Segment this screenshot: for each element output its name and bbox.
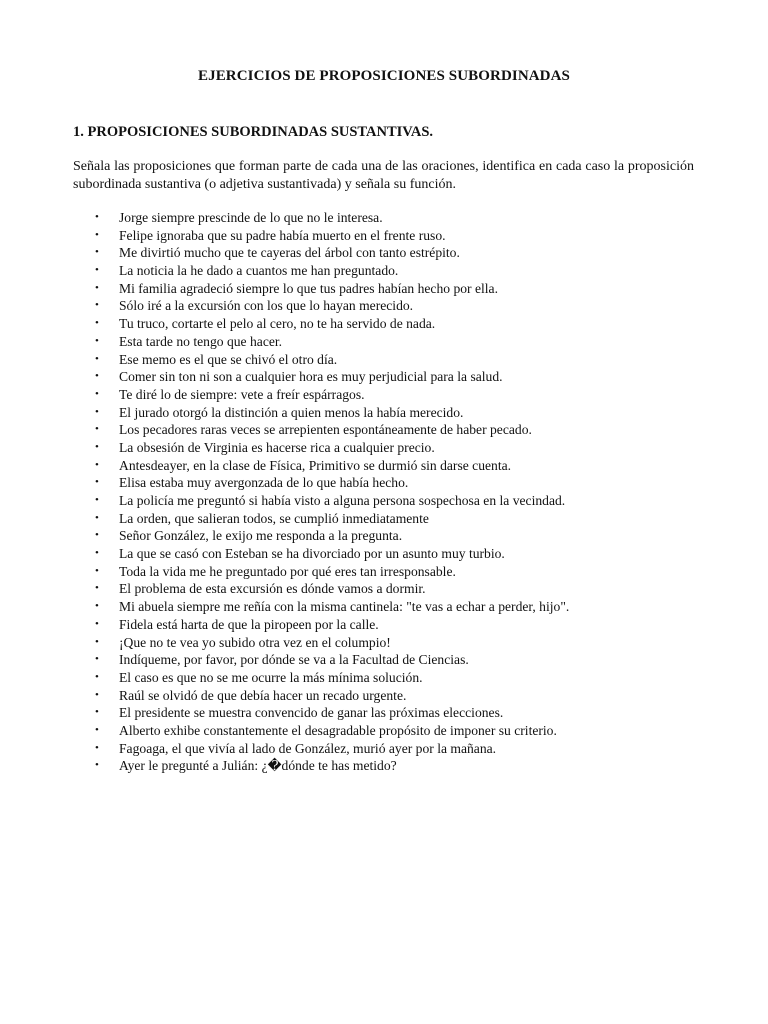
list-item [73,262,713,280]
list-item [73,757,713,775]
bullet-icon: • [95,653,99,666]
bullet-icon: • [95,476,99,489]
bullet-icon: • [95,458,99,471]
bullet-icon: • [95,635,99,648]
instructions-paragraph: Señala las proposiciones que forman parte de cada una de las oraciones, identifica en cada caso la proposición subordinada sustantiva (o adjetiva sustantivada) y señala su función. [73,159,694,192]
sentence-text: Señor González, le exijo me responda a la pregunta. [119,528,403,544]
sentence-text: El problema de esta excursión es dónde vamos a dormir. [119,581,426,597]
sentence-text: Fidela está harta de que la piropeen por la calle. [119,616,379,632]
sentence-text: Tu truco, cortarte el pelo al cero, no te ha servido de nada. [119,316,436,332]
bullet-icon: • [95,741,99,754]
bullet-icon: • [95,706,99,719]
list-item [73,209,713,227]
sentence-text: ¡Que no te vea yo subido otra vez en el columpio! [119,634,391,650]
bullet-icon: • [95,759,99,772]
sentence-text: El caso es que no se me ocurre la más mínima solución. [119,669,423,685]
list-item [73,439,713,457]
list-item [73,457,713,475]
list-item [73,244,713,262]
list-item [73,492,713,510]
sentence-text: La orden, que salieran todos, se cumplió inmediatamente [119,510,429,526]
bullet-icon: • [95,246,99,259]
list-item [73,563,713,581]
sentence-text: Me divirtió mucho que te cayeras del árbol con tanto estrépito. [119,245,460,261]
sentence-text: Elisa estaba muy avergonzada de lo que había hecho. [119,475,409,491]
sentence-text: Alberto exhibe constantemente el desagradable propósito de imponer su criterio. [119,722,557,738]
bullet-icon: • [95,564,99,577]
bullet-icon: • [95,370,99,383]
sentence-text: El presidente se muestra convencido de ganar las próximas elecciones. [119,705,504,721]
bullet-icon: • [95,352,99,365]
bullet-icon: • [95,440,99,453]
bullet-icon: • [95,334,99,347]
bullet-icon: • [95,617,99,630]
sentence-text: Fagoaga, el que vivía al lado de González, murió ayer por la mañana. [119,740,497,756]
list-item [73,580,713,598]
list-item [73,598,713,616]
sentence-text: Esta tarde no tengo que hacer. [119,333,283,349]
list-item [73,545,713,563]
sentence-text: Te diré lo de siempre: vete a freír espárragos. [119,386,365,402]
list-item [73,368,713,386]
bullet-icon: • [95,688,99,701]
bullet-icon: • [95,299,99,312]
bullet-icon: • [95,405,99,418]
bullet-icon: • [95,600,99,613]
bullet-icon: • [95,317,99,330]
bullet-icon: • [95,529,99,542]
sentence-text: La obsesión de Virginia es hacerse rica a cualquier precio. [119,439,435,455]
bullet-icon: • [95,211,99,223]
sentence-text: Ayer le pregunté a Julián: ¿�dónde te has metido? [119,758,397,774]
list-item [73,297,713,315]
list-item [73,227,713,245]
sentence-text: La policía me preguntó si había visto a alguna persona sospechosa en la vecindad. [119,493,566,508]
list-item [73,616,713,634]
list-item [73,315,713,333]
list-item [73,704,713,722]
bullet-icon: • [95,264,99,277]
sentence-text: Mi abuela siempre me reñía con la misma cantinela: "te vas a echar a perder, hijo". [119,599,570,615]
bullet-icon: • [95,423,99,436]
list-item [73,351,713,369]
list-item [73,527,713,545]
sentence-text: Indíqueme, por favor, por dónde se va a la Facultad de Ciencias. [119,652,469,668]
bullet-icon: • [95,582,99,595]
sentence-text: Sólo iré a la excursión con los que lo hayan merecido. [119,298,414,314]
bullet-icon: • [95,723,99,736]
list-item [73,280,713,298]
sentence-text: Ese memo es el que se chivó el otro día. [119,351,338,367]
sentence-text: El jurado otorgó la distinción a quien menos la había merecido. [119,404,464,420]
list-item [73,722,713,740]
bullet-icon: • [95,281,99,294]
bullet-icon: • [95,387,99,400]
list-item [73,404,713,422]
section-heading: 1. PROPOSICIONES SUBORDINADAS SUSTANTIVAS. [73,124,434,140]
list-item [73,474,713,492]
sentence-list [73,209,713,775]
bullet-icon: • [95,511,99,524]
list-item [73,421,713,439]
bullet-icon: • [95,670,99,683]
sentence-text: Antesdeayer, en la clase de Física, Primitivo se durmió sin darse cuenta. [119,457,512,473]
sentence-text: La que se casó con Esteban se ha divorciado por un asunto muy turbio. [119,546,505,562]
list-item [73,634,713,652]
sentence-text: Felipe ignoraba que su padre había muerto en el frente ruso. [119,227,446,243]
document-title: EJERCICIOS DE PROPOSICIONES SUBORDINADAS [198,68,570,84]
bullet-icon: • [95,228,99,241]
list-item [73,386,713,404]
bullet-icon: • [95,547,99,560]
list-item [73,740,713,758]
bullet-icon: • [95,494,99,506]
list-item [73,651,713,669]
sentence-text: Mi familia agradeció siempre lo que tus padres habían hecho por ella. [119,280,498,296]
list-item [73,687,713,705]
list-item [73,333,713,351]
sentence-text: Raúl se olvidó de que debía hacer un recado urgente. [119,687,407,703]
list-item [73,510,713,528]
sentence-text: Comer sin ton ni son a cualquier hora es muy perjudicial para la salud. [119,369,503,385]
sentence-text: La noticia la he dado a cuantos me han preguntado. [119,263,399,279]
sentence-text: Jorge siempre prescinde de lo que no le interesa. [119,210,383,225]
sentence-text: Toda la vida me he preguntado por qué eres tan irresponsable. [119,563,456,579]
list-item [73,669,713,687]
sentence-text: Los pecadores raras veces se arrepienten espontáneamente de haber pecado. [119,422,532,438]
